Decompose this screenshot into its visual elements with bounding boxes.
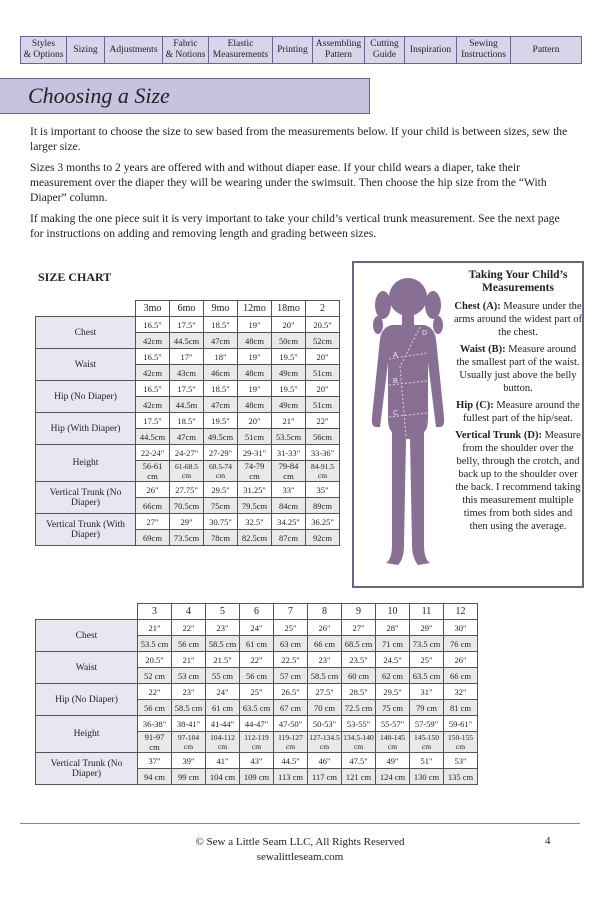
table-cell: 124 cm bbox=[376, 769, 410, 785]
table-cell: 56cm bbox=[306, 429, 340, 445]
table-cell: 61 cm bbox=[206, 700, 240, 716]
table-cell: 76 cm bbox=[444, 636, 478, 652]
measurement-label: Chest bbox=[36, 620, 138, 652]
table-corner bbox=[36, 604, 138, 620]
table-cell: 145-150 cm bbox=[410, 732, 444, 753]
table-cell: 58.5 cm bbox=[206, 636, 240, 652]
nav-tab-cutting-guide[interactable]: Cutting Guide bbox=[365, 37, 405, 63]
table-cell: 28" bbox=[376, 620, 410, 636]
table-cell: 27.5" bbox=[308, 684, 342, 700]
table-cell: 47-50" bbox=[274, 716, 308, 732]
table-cell: 43" bbox=[240, 753, 274, 769]
table-cell: 44.5" bbox=[274, 753, 308, 769]
table-cell: 23.5" bbox=[342, 652, 376, 668]
nav-tab-pattern[interactable]: Pattern bbox=[511, 37, 581, 63]
table-cell: 63.5 cm bbox=[240, 700, 274, 716]
size-header: 9mo bbox=[204, 301, 238, 317]
size-header: 7 bbox=[274, 604, 308, 620]
table-cell: 63.5 cm bbox=[410, 668, 444, 684]
page-title: Choosing a Size bbox=[28, 83, 170, 108]
table-cell: 31" bbox=[410, 684, 444, 700]
size-header: 5 bbox=[206, 604, 240, 620]
table-cell: 53 cm bbox=[172, 668, 206, 684]
table-cell: 44.5cm bbox=[170, 333, 204, 349]
table-cell: 81 cm bbox=[444, 700, 478, 716]
table-cell: 32" bbox=[444, 684, 478, 700]
table-cell: 36.25" bbox=[306, 514, 340, 530]
nav-tab-fabric-notions[interactable]: Fabric & Notions bbox=[163, 37, 209, 63]
guide-text: Measure from the shoulder over the belly, through the crotch, and back up to the shoulder over the back. I recommend taking this measurement multiple times from both sides and then using the average. bbox=[455, 430, 581, 532]
table-cell: 46" bbox=[308, 753, 342, 769]
table-cell: 41-44" bbox=[206, 716, 240, 732]
table-cell: 22" bbox=[306, 413, 340, 429]
guide-title: Taking Your Child’s Measurements bbox=[468, 269, 568, 294]
table-cell: 27-29" bbox=[204, 445, 238, 461]
table-cell: 79.5cm bbox=[238, 498, 272, 514]
table-cell: 140-145 cm bbox=[376, 732, 410, 753]
table-cell: 47cm bbox=[204, 333, 238, 349]
table-cell: 57 cm bbox=[274, 668, 308, 684]
table-cell: 29.5" bbox=[204, 482, 238, 498]
size-header: 2 bbox=[306, 301, 340, 317]
table-cell: 44.5cm bbox=[136, 429, 170, 445]
size-header: 12 bbox=[444, 604, 478, 620]
table-cell: 56-61 cm bbox=[136, 461, 170, 482]
table-cell: 56 cm bbox=[240, 668, 274, 684]
table-cell: 49cm bbox=[272, 365, 306, 381]
table-cell: 31-33" bbox=[272, 445, 306, 461]
table-cell: 21" bbox=[138, 620, 172, 636]
table-cell: 19.5" bbox=[204, 413, 238, 429]
table-cell: 73.5 cm bbox=[410, 636, 444, 652]
marker-d-label: D bbox=[422, 330, 428, 337]
table-corner bbox=[36, 301, 136, 317]
table-cell: 17" bbox=[170, 349, 204, 365]
table-row bbox=[36, 381, 340, 397]
guide-item bbox=[454, 429, 582, 533]
table-cell: 42cm bbox=[136, 397, 170, 413]
table-cell: 33-36" bbox=[306, 445, 340, 461]
nav-tab-sewing-instructions[interactable]: Sewing Instructions bbox=[457, 37, 511, 63]
table-cell: 23" bbox=[172, 684, 206, 700]
table-cell: 84-91.5 cm bbox=[306, 461, 340, 482]
table-cell: 150-155 cm bbox=[444, 732, 478, 753]
guide-term: Vertical Trunk (D): bbox=[455, 430, 542, 441]
table-cell: 49" bbox=[376, 753, 410, 769]
child-silhouette-illustration bbox=[362, 267, 454, 585]
table-cell: 26" bbox=[444, 652, 478, 668]
table-cell: 66 cm bbox=[308, 636, 342, 652]
page-number: 4 bbox=[545, 835, 551, 847]
table-row bbox=[36, 349, 340, 365]
table-cell: 78cm bbox=[204, 530, 238, 546]
size-header: 18mo bbox=[272, 301, 306, 317]
table-cell: 66 cm bbox=[444, 668, 478, 684]
table-cell: 52cm bbox=[306, 333, 340, 349]
table-cell: 29.5" bbox=[376, 684, 410, 700]
table-cell: 58.5 cm bbox=[172, 700, 206, 716]
table-cell: 20" bbox=[306, 381, 340, 397]
table-cell: 24-27" bbox=[170, 445, 204, 461]
table-cell: 48cm bbox=[238, 397, 272, 413]
nav-tab-adjustments[interactable]: Adjustments bbox=[105, 37, 163, 63]
table-row bbox=[36, 652, 478, 668]
table-cell: 97-104 cm bbox=[172, 732, 206, 753]
table-cell: 47.5" bbox=[342, 753, 376, 769]
table-cell: 74-79 cm bbox=[238, 461, 272, 482]
table-cell: 51cm bbox=[306, 397, 340, 413]
table-cell: 91-97 cm bbox=[138, 732, 172, 753]
table-cell: 59-61" bbox=[444, 716, 478, 732]
table-cell: 51cm bbox=[238, 429, 272, 445]
table-header-row bbox=[36, 604, 478, 620]
table-cell: 36-38" bbox=[138, 716, 172, 732]
intro-paragraph: It is important to choose the size to sew based from the measurements below. If your child is between sizes, sew the larger size. bbox=[30, 125, 568, 153]
table-cell: 27" bbox=[136, 514, 170, 530]
table-cell: 55-57" bbox=[376, 716, 410, 732]
table-cell: 21" bbox=[172, 652, 206, 668]
size-header: 6 bbox=[240, 604, 274, 620]
table-cell: 55 cm bbox=[206, 668, 240, 684]
table-cell: 134.5-140 cm bbox=[343, 733, 374, 751]
table-cell: 26" bbox=[308, 620, 342, 636]
table-cell: 82.5cm bbox=[238, 530, 272, 546]
table-cell: 104 cm bbox=[206, 769, 240, 785]
measurement-label: Height bbox=[36, 716, 138, 753]
table-row bbox=[36, 753, 478, 769]
table-cell: 57-59" bbox=[410, 716, 444, 732]
table-cell: 22.5" bbox=[274, 652, 308, 668]
table-cell: 62 cm bbox=[376, 668, 410, 684]
table-cell: 29" bbox=[410, 620, 444, 636]
table-cell: 135 cm bbox=[444, 769, 478, 785]
marker-a-label: A bbox=[393, 352, 398, 359]
table-cell: 44.5m bbox=[170, 397, 204, 413]
nav-tab-elastic-measurements[interactable]: Elastic Measurements bbox=[209, 37, 273, 63]
nav-tab-inspiration[interactable]: Inspiration bbox=[405, 37, 457, 63]
table-cell: 53.5 cm bbox=[138, 636, 172, 652]
table-cell: 117 cm bbox=[308, 769, 342, 785]
table-row bbox=[36, 317, 340, 333]
site-url: sewalittleseam.com bbox=[256, 851, 344, 863]
marker-c-label: C bbox=[393, 410, 399, 417]
table-cell: 75 cm bbox=[376, 700, 410, 716]
nav-tab-styles-options[interactable]: Styles & Options bbox=[21, 37, 67, 63]
table-cell: 20.5" bbox=[306, 317, 340, 333]
table-cell: 73.5cm bbox=[170, 530, 204, 546]
table-cell: 34.25" bbox=[272, 514, 306, 530]
table-cell: 46cm bbox=[204, 365, 238, 381]
table-cell: 18.5" bbox=[170, 413, 204, 429]
table-cell: 60 cm bbox=[342, 668, 376, 684]
table-cell: 18.5" bbox=[204, 317, 238, 333]
table-row bbox=[36, 514, 340, 530]
table-cell: 112-119 cm bbox=[240, 732, 274, 753]
measurement-guide bbox=[352, 261, 584, 588]
table-cell: 35" bbox=[306, 482, 340, 498]
table-cell: 130 cm bbox=[410, 769, 444, 785]
table-cell: 32.5" bbox=[238, 514, 272, 530]
table-cell: 75cm bbox=[204, 498, 238, 514]
table-cell: 20.5" bbox=[138, 652, 172, 668]
guide-text: Measure under the arms around the widest part of the chest. bbox=[454, 301, 583, 338]
table-cell: 16.5" bbox=[136, 381, 170, 397]
table-cell: 104-112 cm bbox=[206, 732, 240, 753]
table-cell: 21" bbox=[272, 413, 306, 429]
guide-text: Measure around the smallest part of the waist. Usually just above the belly button. bbox=[456, 344, 580, 394]
guide-term: Waist (B): bbox=[459, 344, 506, 355]
table-row bbox=[36, 620, 478, 636]
table-cell: 71 cm bbox=[376, 636, 410, 652]
table-cell: 87cm bbox=[272, 530, 306, 546]
size-header: 3mo bbox=[136, 301, 170, 317]
nav-tab-assembling-pattern[interactable]: Assembling Pattern bbox=[313, 37, 365, 63]
measurement-label: Hip (With Diaper) bbox=[36, 413, 136, 445]
table-cell: 38-41" bbox=[172, 716, 206, 732]
nav-tab-sizing[interactable]: Sizing bbox=[67, 37, 105, 63]
guide-item bbox=[454, 300, 582, 339]
table-cell: 50-53" bbox=[308, 716, 342, 732]
measurement-label: Waist bbox=[36, 652, 138, 684]
table-cell: 89cm bbox=[306, 498, 340, 514]
table-cell: 94 cm bbox=[138, 769, 172, 785]
table-cell: 19" bbox=[238, 349, 272, 365]
table-cell: 17.5" bbox=[170, 317, 204, 333]
table-cell: 16.5" bbox=[136, 317, 170, 333]
guide-term: Chest (A): bbox=[454, 301, 501, 312]
table-cell: 56 cm bbox=[138, 700, 172, 716]
table-header-row bbox=[36, 301, 340, 317]
table-cell: 28.5" bbox=[342, 684, 376, 700]
table-cell: 29" bbox=[170, 514, 204, 530]
measurement-label: Vertical Trunk (With Diaper) bbox=[36, 514, 136, 546]
size-header: 11 bbox=[410, 604, 444, 620]
marker-b-label: B bbox=[393, 378, 398, 385]
table-cell: 27" bbox=[342, 620, 376, 636]
table-cell: 25" bbox=[410, 652, 444, 668]
table-cell: 17.5" bbox=[170, 381, 204, 397]
table-cell: 121 cm bbox=[342, 769, 376, 785]
table-cell: 84cm bbox=[272, 498, 306, 514]
table-cell: 127-134.5 cm bbox=[309, 733, 340, 751]
table-cell: 19.5" bbox=[272, 381, 306, 397]
table-cell: 53.5cm bbox=[272, 429, 306, 445]
table-cell: 22" bbox=[172, 620, 206, 636]
table-cell: 52 cm bbox=[138, 668, 172, 684]
table-cell: 50cm bbox=[272, 333, 306, 349]
size-header: 9 bbox=[342, 604, 376, 620]
size-header: 10 bbox=[376, 604, 410, 620]
measurement-label: Vertical Trunk (No Diaper) bbox=[36, 482, 136, 514]
table-cell: 56 cm bbox=[172, 636, 206, 652]
measurement-instructions bbox=[454, 269, 582, 537]
table-cell: 109 cm bbox=[240, 769, 274, 785]
table-cell: 22" bbox=[240, 652, 274, 668]
table-cell: 79 cm bbox=[410, 700, 444, 716]
table-cell: 16.5" bbox=[136, 349, 170, 365]
table-cell: 79-84 cm bbox=[272, 461, 306, 482]
table-cell: 22" bbox=[138, 684, 172, 700]
table-cell: 26" bbox=[136, 482, 170, 498]
table-cell: 47cm bbox=[170, 429, 204, 445]
table-cell: 42cm bbox=[136, 333, 170, 349]
table-cell: 53" bbox=[444, 753, 478, 769]
guide-text: Measure around the fullest part of the hip/seat. bbox=[463, 400, 580, 424]
table-cell: 42cm bbox=[136, 365, 170, 381]
table-cell: 70.5cm bbox=[170, 498, 204, 514]
table-cell: 49cm bbox=[272, 397, 306, 413]
guide-item bbox=[454, 343, 582, 395]
table-cell: 21.5" bbox=[206, 652, 240, 668]
table-cell: 24" bbox=[240, 620, 274, 636]
table-cell: 61 cm bbox=[240, 636, 274, 652]
table-cell: 61-68.5 cm bbox=[170, 461, 204, 482]
table-cell: 92cm bbox=[306, 530, 340, 546]
guide-item bbox=[454, 399, 582, 425]
table-cell: 20" bbox=[306, 349, 340, 365]
size-chart-baby bbox=[35, 300, 340, 546]
table-cell: 19" bbox=[238, 381, 272, 397]
table-cell: 29-31" bbox=[238, 445, 272, 461]
table-cell: 70 cm bbox=[308, 700, 342, 716]
table-cell: 39" bbox=[172, 753, 206, 769]
table-cell: 68.5 cm bbox=[342, 636, 376, 652]
size-header: 8 bbox=[308, 604, 342, 620]
table-cell: 51" bbox=[410, 753, 444, 769]
table-cell: 113 cm bbox=[274, 769, 308, 785]
measurement-label: Waist bbox=[36, 349, 136, 381]
footer-divider bbox=[20, 823, 580, 824]
table-row bbox=[36, 413, 340, 429]
table-cell: 72.5 cm bbox=[342, 700, 376, 716]
size-header: 4 bbox=[172, 604, 206, 620]
size-header: 3 bbox=[138, 604, 172, 620]
table-cell: 18" bbox=[204, 349, 238, 365]
table-cell: 44-47" bbox=[240, 716, 274, 732]
table-cell: 19.5" bbox=[272, 349, 306, 365]
table-cell: 49.5cm bbox=[204, 429, 238, 445]
table-cell: 69cm bbox=[136, 530, 170, 546]
table-cell: 27.75" bbox=[170, 482, 204, 498]
table-cell: 58.5 cm bbox=[308, 668, 342, 684]
size-header: 12mo bbox=[238, 301, 272, 317]
table-cell: 30.75" bbox=[204, 514, 238, 530]
table-cell: 63 cm bbox=[274, 636, 308, 652]
table-cell: 37" bbox=[138, 753, 172, 769]
size-chart-title: SIZE CHART bbox=[38, 270, 112, 284]
table-cell: 31.25" bbox=[238, 482, 272, 498]
size-header: 6mo bbox=[170, 301, 204, 317]
table-cell: 19" bbox=[238, 317, 272, 333]
footer bbox=[0, 835, 600, 865]
table-cell: 17.5" bbox=[136, 413, 170, 429]
table-cell: 22-24" bbox=[136, 445, 170, 461]
size-chart-kids bbox=[35, 603, 478, 785]
measurement-label: Hip (No Diaper) bbox=[36, 684, 138, 716]
table-row bbox=[36, 684, 478, 700]
measurement-label: Hip (No Diaper) bbox=[36, 381, 136, 413]
table-cell: 48cm bbox=[238, 333, 272, 349]
table-cell: 41" bbox=[206, 753, 240, 769]
table-cell: 53-55" bbox=[342, 716, 376, 732]
measurement-label: Height bbox=[36, 445, 136, 482]
table-cell: 43cm bbox=[170, 365, 204, 381]
table-cell: 24" bbox=[206, 684, 240, 700]
table-row bbox=[36, 482, 340, 498]
table-cell: 67 cm bbox=[274, 700, 308, 716]
table-cell: 18.5" bbox=[204, 381, 238, 397]
table-cell: 24.5" bbox=[376, 652, 410, 668]
measurement-label: Chest bbox=[36, 317, 136, 349]
intro-paragraph: Sizes 3 months to 2 years are offered with and without diaper ease. If your child wears a diaper, take their measurement over the diaper they will be wearing under the swimsuit. Then choose the hip size from the “With Diaper” column. bbox=[30, 161, 547, 204]
table-cell: 20" bbox=[272, 317, 306, 333]
table-cell: 48cm bbox=[238, 365, 272, 381]
table-cell: 26.5" bbox=[274, 684, 308, 700]
table-cell: 25" bbox=[240, 684, 274, 700]
table-cell: 25" bbox=[274, 620, 308, 636]
table-cell: 99 cm bbox=[172, 769, 206, 785]
table-cell: 68.5-74 cm bbox=[204, 461, 238, 482]
intro-paragraph: If making the one piece suit it is very important to take your child’s vertical trunk measurement. See the next page for instructions on adding and removing length and grading between sizes. bbox=[30, 212, 560, 240]
table-cell: 47cm bbox=[204, 397, 238, 413]
table-cell: 30" bbox=[444, 620, 478, 636]
nav-tab-printing[interactable]: Printing bbox=[273, 37, 313, 63]
table-cell: 66cm bbox=[136, 498, 170, 514]
table-cell: 23" bbox=[308, 652, 342, 668]
section-title-bar bbox=[0, 78, 370, 114]
guide-term: Hip (C): bbox=[456, 400, 494, 411]
table-row bbox=[36, 716, 478, 732]
table-cell: 51cm bbox=[306, 365, 340, 381]
table-cell: 33" bbox=[272, 482, 306, 498]
table-row bbox=[36, 445, 340, 461]
intro-text bbox=[30, 124, 575, 247]
top-nav bbox=[20, 36, 582, 64]
measurement-label: Vertical Trunk (No Diaper) bbox=[36, 753, 138, 785]
table-cell: 20" bbox=[238, 413, 272, 429]
table-cell: 23" bbox=[206, 620, 240, 636]
table-cell: 119-127 cm bbox=[274, 732, 308, 753]
copyright-text: © Sew a Little Seam LLC, All Rights Reserved bbox=[195, 836, 405, 848]
